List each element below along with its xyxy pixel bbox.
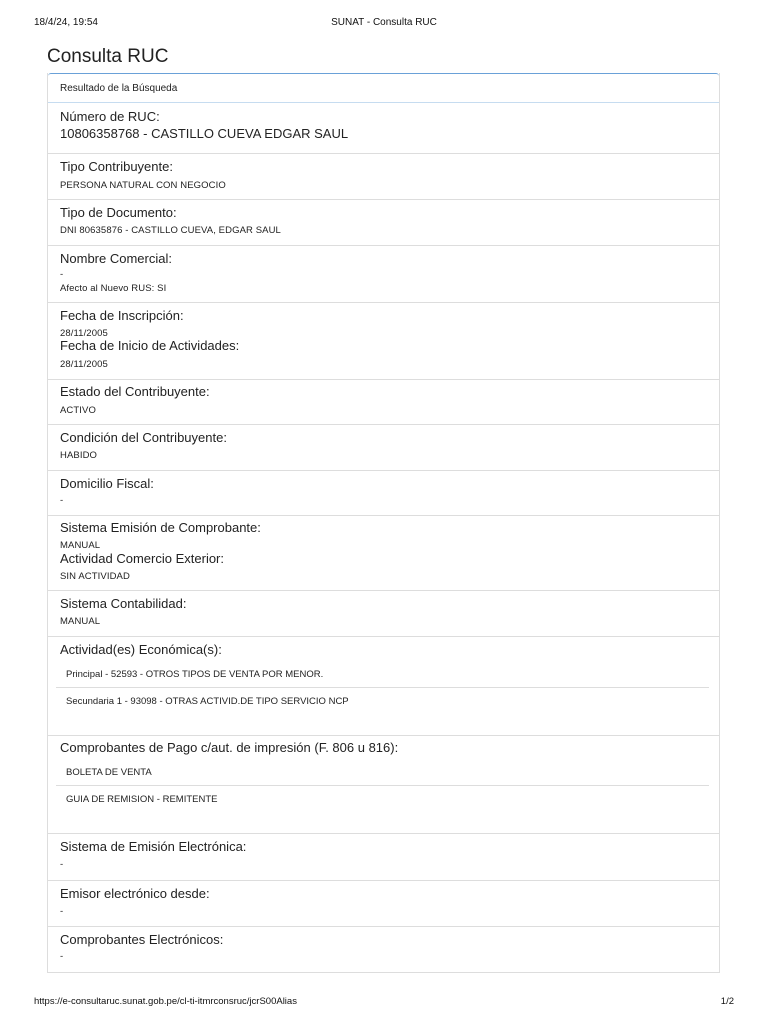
print-date: 18/4/24, 19:54 bbox=[34, 17, 98, 28]
row-nombre-comercial bbox=[48, 246, 719, 303]
row-comprobantes-electronicos bbox=[48, 927, 719, 973]
tipo-documento-value: DNI 80635876 - CASTILLO CUEVA, EDGAR SAUL bbox=[60, 225, 281, 236]
row-condicion bbox=[48, 425, 719, 471]
row-sistema-emision bbox=[48, 516, 719, 591]
row-tipo-contribuyente bbox=[48, 154, 719, 200]
page-number: 1/2 bbox=[720, 996, 734, 1007]
actividad-secundaria: Secundaria 1 - 93098 - OTRAS ACTIVID.DE TIPO SERVICIO NCP bbox=[66, 696, 349, 707]
domicilio-label: Domicilio Fiscal: bbox=[60, 476, 154, 491]
fecha-inicio-value: 28/11/2005 bbox=[60, 359, 108, 370]
comprobantes-electronicos-value: - bbox=[60, 951, 64, 962]
comercio-exterior-label: Actividad Comercio Exterior: bbox=[60, 551, 224, 566]
estado-label: Estado del Contribuyente: bbox=[60, 384, 210, 399]
comprobante-guia: GUIA DE REMISION - REMITENTE bbox=[66, 794, 218, 805]
emisor-desde-label: Emisor electrónico desde: bbox=[60, 886, 210, 901]
row-ruc bbox=[48, 103, 719, 154]
ruc-label: Número de RUC: bbox=[60, 109, 160, 124]
estado-value: ACTIVO bbox=[60, 405, 96, 416]
row-tipo-documento bbox=[48, 200, 719, 246]
panel-heading-label: Resultado de la Búsqueda bbox=[60, 83, 178, 94]
nombre-comercial-value: - bbox=[60, 269, 64, 280]
fecha-inscripcion-label: Fecha de Inscripción: bbox=[60, 308, 184, 323]
row-emisor-desde bbox=[48, 881, 719, 927]
tipo-documento-label: Tipo de Documento: bbox=[60, 205, 177, 220]
sistema-contabilidad-label: Sistema Contabilidad: bbox=[60, 596, 187, 611]
ruc-value: 10806358768 - CASTILLO CUEVA EDGAR SAUL bbox=[60, 126, 349, 141]
sistema-contabilidad-value: MANUAL bbox=[60, 616, 101, 627]
nombre-comercial-label: Nombre Comercial: bbox=[60, 251, 172, 266]
row-domicilio bbox=[48, 471, 719, 516]
print-page-title: SUNAT - Consulta RUC bbox=[331, 17, 437, 28]
print-url: https://e-consultaruc.sunat.gob.pe/cl-ti-itmrconsruc/jcrS00Alias bbox=[34, 996, 297, 1007]
row-estado bbox=[48, 380, 719, 425]
comprobantes-electronicos-label: Comprobantes Electrónicos: bbox=[60, 932, 224, 947]
actividades-label: Actividad(es) Económica(s): bbox=[60, 642, 222, 657]
row-sistema-contabilidad bbox=[48, 591, 719, 637]
tipo-contribuyente-value: PERSONA NATURAL CON NEGOCIO bbox=[60, 180, 226, 191]
fecha-inicio-label: Fecha de Inicio de Actividades: bbox=[60, 338, 240, 353]
panel-heading bbox=[48, 73, 719, 103]
tipo-contribuyente-label: Tipo Contribuyente: bbox=[60, 159, 173, 174]
emision-electronica-value: - bbox=[60, 859, 64, 870]
condicion-value: HABIDO bbox=[60, 450, 98, 461]
result-panel bbox=[47, 73, 720, 973]
comprobante-boleta: BOLETA DE VENTA bbox=[66, 767, 152, 778]
row-fechas bbox=[48, 303, 719, 380]
row-actividades bbox=[48, 637, 719, 736]
nuevo-rus-value: Afecto al Nuevo RUS: SI bbox=[60, 283, 167, 294]
print-footer bbox=[34, 996, 734, 1008]
sistema-emision-value: MANUAL bbox=[60, 540, 101, 551]
condicion-label: Condición del Contribuyente: bbox=[60, 430, 227, 445]
sistema-emision-label: Sistema Emisión de Comprobante: bbox=[60, 520, 261, 535]
list-item bbox=[56, 689, 709, 715]
fecha-inscripcion-value: 28/11/2005 bbox=[60, 328, 108, 339]
list-item bbox=[56, 787, 709, 813]
list-item bbox=[56, 662, 709, 688]
emision-electronica-label: Sistema de Emisión Electrónica: bbox=[60, 839, 247, 854]
domicilio-value: - bbox=[60, 495, 64, 506]
row-comprobantes-pago bbox=[48, 736, 719, 834]
comprobantes-pago-label: Comprobantes de Pago c/aut. de impresión (F. 806 u 816): bbox=[60, 740, 399, 755]
page-title: Consulta RUC bbox=[47, 46, 169, 67]
print-header bbox=[34, 17, 734, 29]
list-item bbox=[56, 760, 709, 786]
comercio-exterior-value: SIN ACTIVIDAD bbox=[60, 571, 130, 582]
emisor-desde-value: - bbox=[60, 906, 64, 917]
row-emision-electronica bbox=[48, 834, 719, 881]
actividad-principal: Principal - 52593 - OTROS TIPOS DE VENTA POR MENOR. bbox=[66, 669, 324, 680]
